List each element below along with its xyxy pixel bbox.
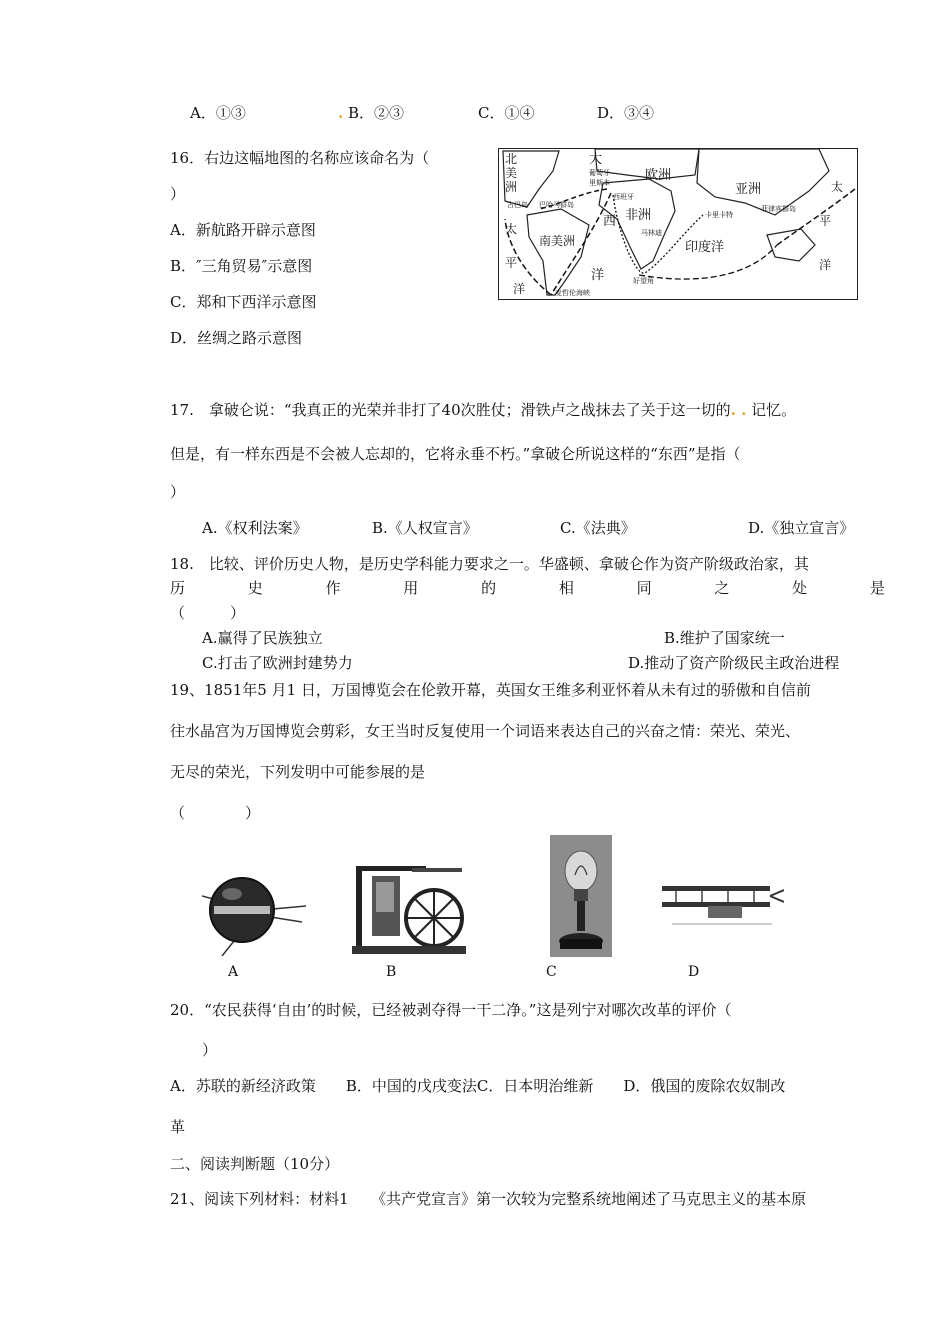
map-label-pacific-left-3: 洋 [513,282,526,296]
map-label-philippines: 菲律宾群岛 [761,205,796,213]
map-label-north-america-1: 北 [505,152,518,166]
map-label-spain: 西班牙 [613,193,634,201]
map-label-pacific-right-1: 太 [831,180,844,194]
q19-paren: （ ） [170,804,261,822]
q19-label-d: D [688,964,700,980]
q16-option-a: A．新航路开辟示意图 [170,221,316,239]
q17-option-c: C.《法典》 [560,519,636,537]
map-label-atlantic-yang: 洋 [591,268,605,283]
q18-char: 作 [325,579,341,597]
q16-stem: 16．右边这幅地图的名称应该命名为（ [170,149,430,167]
map-label-pacific-right-3: 洋 [819,258,832,272]
map-label-portugal: 葡萄牙 [589,169,610,177]
map-label-good-hope: 好望角 [633,277,654,285]
map-label-calicut: 卡里卡特 [705,211,733,219]
satellite-image [202,866,306,956]
new-routes-map [498,148,858,300]
q19-line1: 19、1851年5 月1 日，万国博览会在伦敦开幕，英国女王维多利亚怀着从未有过的骄傲和自信前 [170,681,811,699]
airplane-image [662,880,784,932]
q18-char: 历 [170,579,186,597]
q17-line1: 17. 拿破仑说：“我真正的光荣并非打了40次胜仗；滑铁卢之战抹去了关于这一切的 [170,401,731,419]
q16-option-d: D．丝绸之路示意图 [170,329,303,347]
q18-option-c: C.打击了欧洲封建势力 [202,654,353,672]
q18-char: 史 [247,579,263,597]
q17-line1-wrap: 17. 拿破仑说：“我真正的光荣并非打了40次胜仗；滑铁卢之战抹去了关于这一切的. . 记忆。 [170,401,797,419]
q17-option-d: D.《独立宣言》 [748,519,855,537]
q16-option-c: C．郑和下西洋示意图 [170,293,317,311]
q19-label-b: B [386,964,397,980]
q20-line1: 20．“农民获得‘自由’的时候，已经被剥夺得一干二净。”这是列宁对哪次改革的评价（ [170,1001,732,1019]
map-label-north-america-3: 洲 [505,180,518,194]
section-two-heading: 二、阅读判断题（10分） [170,1155,340,1173]
q19-label-a: A [228,964,239,980]
q17-line2: 但是，有一样东西是不会被人忘却的，它将永垂不朽。”拿破仑所说这样的“东西”是指（ [170,445,741,463]
q15-option-b-wrap: . B．②③ [338,104,405,122]
q17-option-a: A.《权利法案》 [202,519,308,537]
map-label-pacific-left-1: 太 [505,222,518,236]
map-label-africa: 非洲 [625,208,652,223]
q15-option-a: A．①③ [190,104,246,122]
map-label-indian-ocean: 印度洋 [685,240,725,255]
q19-line3: 无尽的荣光，下列发明中可能参展的是 [170,763,426,781]
q20-options-end: 革 [170,1118,186,1136]
map-label-lisbon: 里斯本 [589,179,610,187]
q18-line1: 18. 比较、评价历史人物，是历史学科能力要求之一。华盛顿、拿破仑作为资产阶级政治家，其 [170,555,809,573]
q20-line2: ） [202,1041,218,1059]
map-label-south-america: 南美洲 [539,234,576,248]
map-label-malindi: 马林迪 [641,229,662,237]
q19-line2: 往水晶宫为万国博览会剪彩，女王当时反复使用一个词语来表达自己的兴奋之情：荣光、荣光、 [170,722,801,740]
q19-label-c: C [546,964,557,980]
q15-option-c: C．①④ [478,104,535,122]
map-label-magellan: 麦哲伦海峡 [555,289,590,297]
map-label-europe-da: 大 [589,152,603,167]
map-label-asia: 亚洲 [735,182,762,197]
q16-option-b: B．″三角贸易″示意图 [170,257,313,275]
q17-line1-end: 记忆。 [751,401,797,419]
q18-char: 用 [403,579,419,597]
q18-option-a: A.赢得了民族独立 [202,629,323,647]
q18-char: 相 [558,579,574,597]
q17-line3: ） [170,483,186,501]
q18-paren: （ ） [170,604,246,622]
map-label-cuba: 古巴岛 [507,201,528,209]
q18-char: 的 [481,579,497,597]
q18-char: 处 [792,579,808,597]
q21-line1: 21、阅读下列材料：材料1 《共产党宣言》第一次较为完整系统地阐述了马克思主义的基本原 [170,1190,807,1208]
q17-option-b: B.《人权宣言》 [372,519,478,537]
map-label-pacific-left-2: 平 [505,256,518,270]
q18-option-d: D.推动了资产阶级民主政治进程 [628,654,840,672]
q18-spread-line [170,578,885,598]
map-label-bahamas: 巴哈马群岛 [539,201,574,209]
map-label-europe: 欧洲 [645,168,672,183]
q18-char: 是 [869,579,885,597]
q18-char: 同 [636,579,652,597]
q15-option-b: B．②③ [348,104,405,122]
q20-options: A．苏联的新经济政策 B．中国的戊戌变法C．日本明治维新 D．俄国的废除农奴制改 [170,1077,786,1095]
light-bulb-image [550,835,612,957]
map-label-pacific-right-2: 平 [819,214,832,228]
q18-option-b: B.维护了国家统一 [664,629,785,647]
q16-stem-close: ） [170,185,186,203]
q18-char: 之 [714,579,730,597]
map-label-north-america-2: 美 [505,166,518,180]
map-label-atlantic-xi: 西 [603,214,617,229]
steam-engine-image [352,862,466,954]
q15-option-d: D．③④ [597,104,655,122]
